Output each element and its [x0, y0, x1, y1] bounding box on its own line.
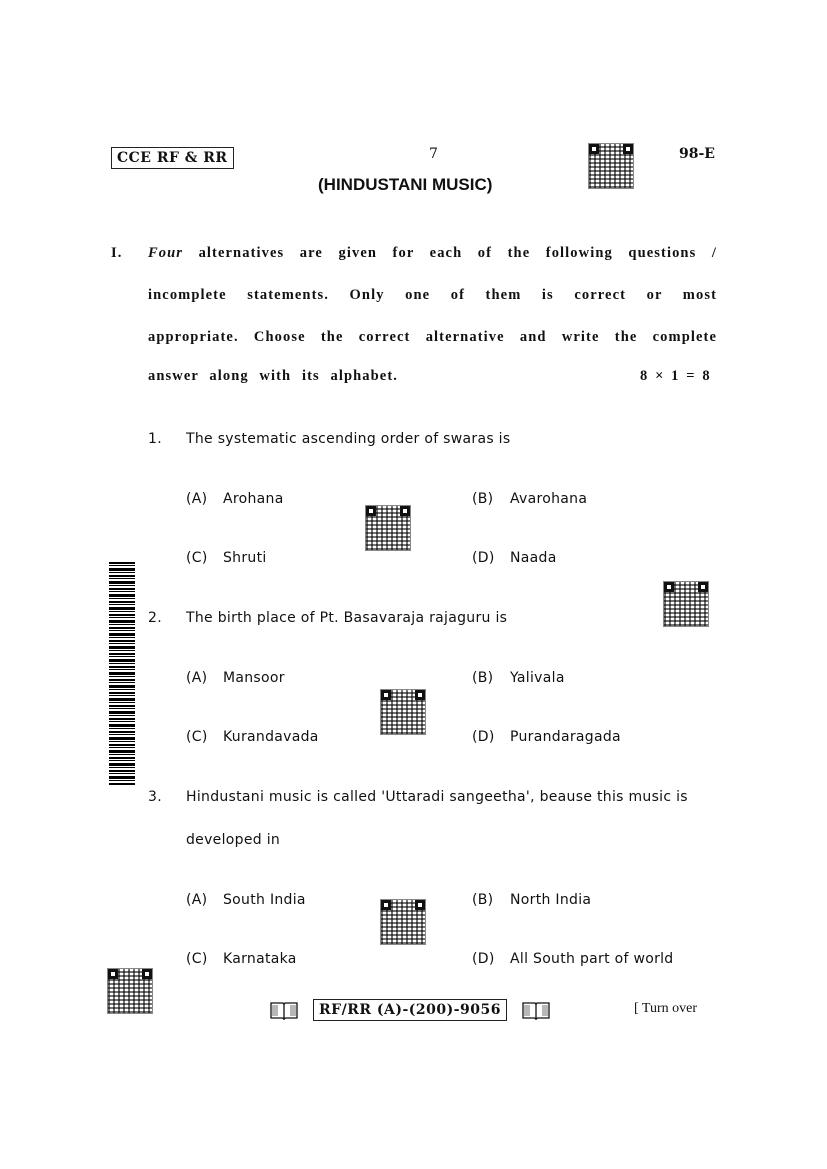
section-number: I.: [111, 245, 123, 261]
qr-code: [381, 900, 425, 944]
option-text: Karnataka: [223, 951, 297, 967]
instructions-line-3: appropriate. Choose the correct alternative and write the complete: [148, 329, 717, 345]
instructions-line-2: incomplete statements. Only one of them is correct or most: [148, 287, 717, 303]
option-label: (B): [472, 892, 494, 908]
qr-code-footer: [108, 969, 152, 1013]
turn-over-note: [ Turn over: [634, 1001, 698, 1016]
option-label: (D): [472, 729, 495, 745]
option-label: (C): [186, 951, 208, 967]
question-number: 3.: [148, 789, 162, 805]
option-label: (C): [186, 550, 208, 566]
option-text: Avarohana: [510, 491, 588, 507]
book-icon: [270, 1000, 298, 1020]
option-label: (A): [186, 670, 208, 686]
question-text: The birth place of Pt. Basavaraja rajaguru is: [186, 610, 508, 626]
subject-title: (HINDUSTANI MUSIC): [318, 175, 493, 194]
footer-code-box: RF/RR (A)-(200)-9056: [313, 999, 507, 1021]
option-label: (B): [472, 491, 494, 507]
qr-code: [664, 582, 708, 626]
page-number: 7: [429, 146, 438, 162]
instructions-emphasis: Four: [148, 245, 184, 261]
qr-code: [366, 506, 410, 550]
option-text: Arohana: [223, 491, 284, 507]
option-label: (D): [472, 951, 495, 967]
question-number: 1.: [148, 431, 162, 447]
option-text: Mansoor: [223, 670, 285, 686]
book-icon: [522, 1000, 550, 1020]
option-text: All South part of world: [510, 951, 674, 967]
option-label: (A): [186, 892, 208, 908]
question-text: The systematic ascending order of swaras is: [186, 431, 511, 447]
instructions-line-1-text: alternatives are given for each of the following questions /: [198, 245, 717, 261]
option-text: Yalivala: [510, 670, 565, 686]
instructions-line-1: [148, 245, 717, 262]
qr-code: [381, 690, 425, 734]
option-label: (B): [472, 670, 494, 686]
option-text: Purandaragada: [510, 729, 621, 745]
question-text-line-1: Hindustani music is called 'Uttaradi sangeetha', beause this music is: [186, 789, 688, 805]
option-text: Naada: [510, 550, 557, 566]
option-text: Kurandavada: [223, 729, 319, 745]
qr-code-header: [589, 144, 633, 188]
question-text-line-2: developed in: [186, 832, 281, 848]
option-label: (C): [186, 729, 208, 745]
option-text: South India: [223, 892, 306, 908]
option-label: (D): [472, 550, 495, 566]
paper-code-box: CCE RF & RR: [111, 147, 234, 169]
option-text: North India: [510, 892, 592, 908]
instructions-line-4: answer along with its alphabet.: [148, 368, 398, 384]
question-paper-code: 98-E: [679, 146, 715, 162]
barcode: [109, 562, 135, 786]
question-number: 2.: [148, 610, 162, 626]
option-label: (A): [186, 491, 208, 507]
marks-allocation: 8 × 1 = 8: [640, 368, 711, 384]
option-text: Shruti: [223, 550, 267, 566]
